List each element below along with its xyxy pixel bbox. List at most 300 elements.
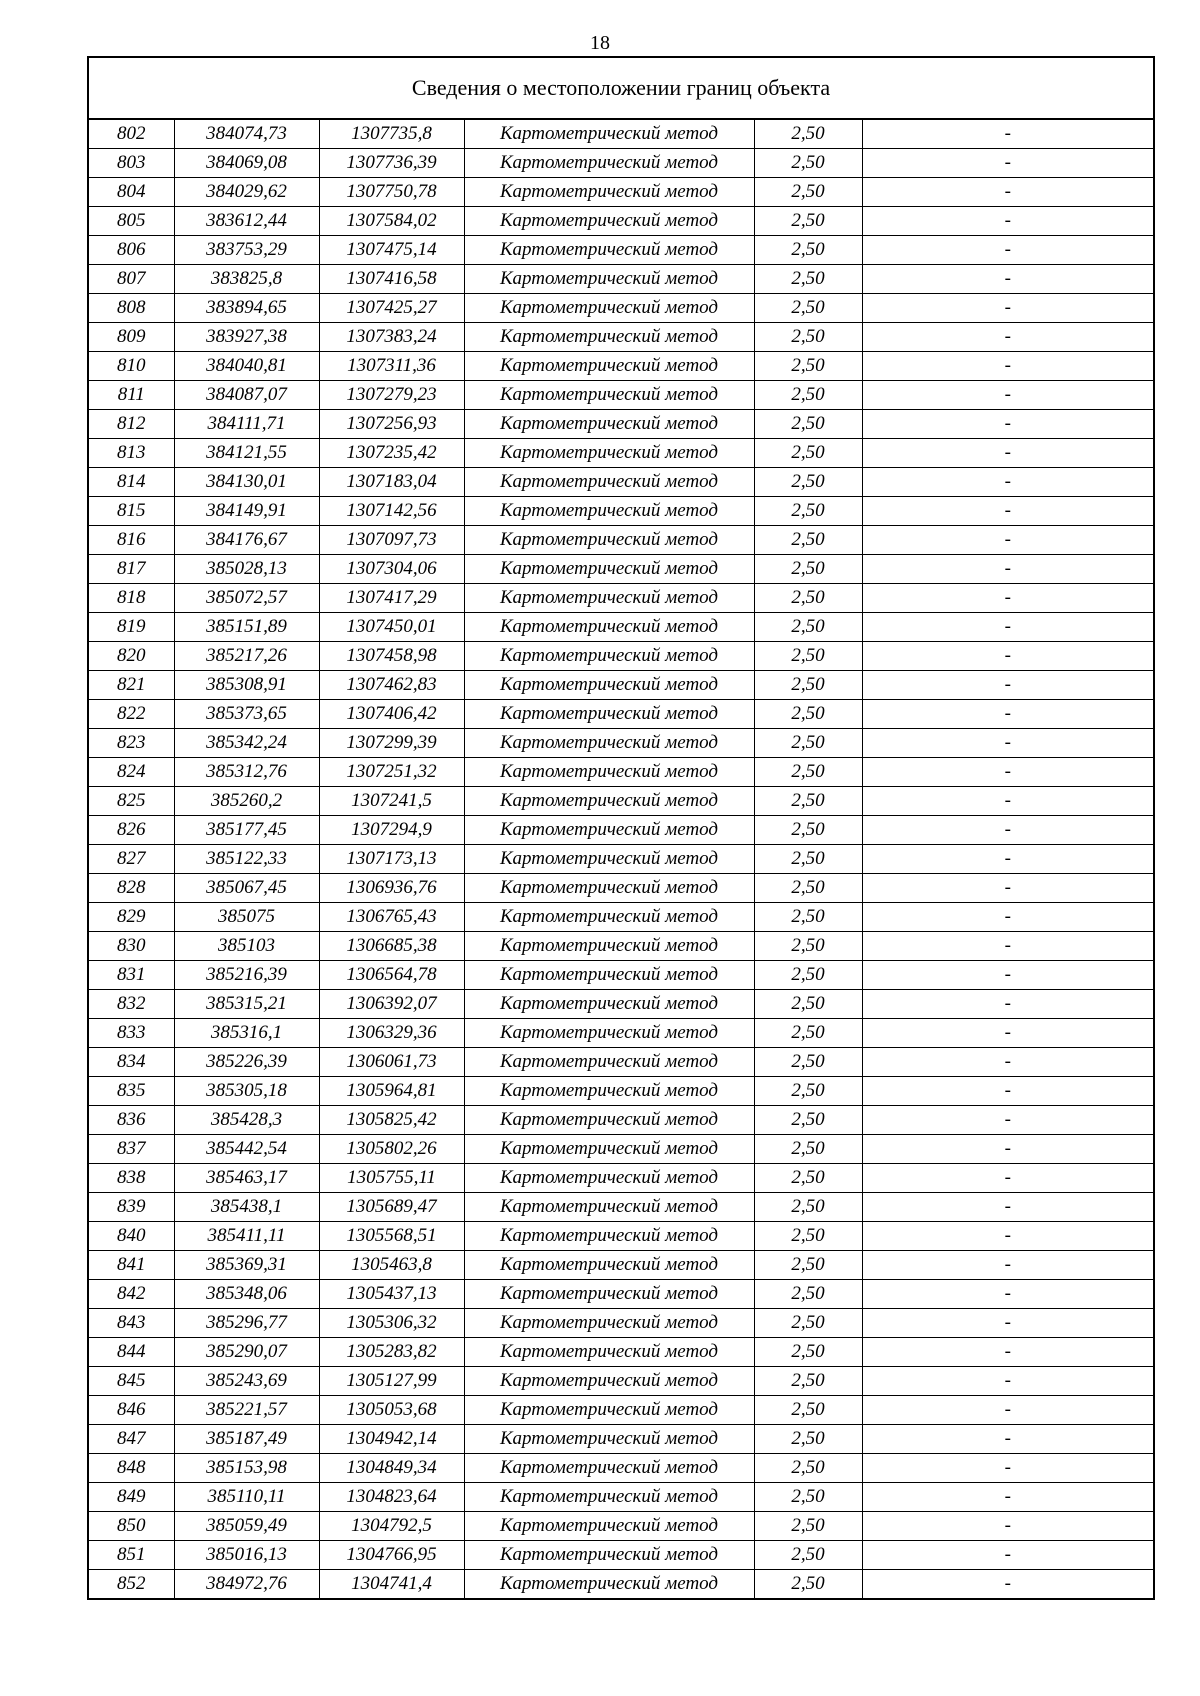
table-row xyxy=(89,1193,1153,1222)
table-title: Сведения о местоположении границ объекта xyxy=(89,58,1153,120)
accuracy-cell: 2,50 xyxy=(754,1425,862,1454)
y-coordinate-cell: 1307416,58 xyxy=(319,265,464,294)
accuracy-cell: 2,50 xyxy=(754,584,862,613)
description-cell: - xyxy=(862,265,1153,294)
point-number-cell: 852 xyxy=(89,1570,174,1599)
y-coordinate-cell: 1305689,47 xyxy=(319,1193,464,1222)
description-cell: - xyxy=(862,903,1153,932)
point-number-cell: 838 xyxy=(89,1164,174,1193)
description-cell: - xyxy=(862,1483,1153,1512)
point-number-cell: 818 xyxy=(89,584,174,613)
coordinates-table xyxy=(89,120,1153,1598)
point-number-cell: 849 xyxy=(89,1483,174,1512)
accuracy-cell: 2,50 xyxy=(754,410,862,439)
y-coordinate-cell: 1305964,81 xyxy=(319,1077,464,1106)
x-coordinate-cell: 385075 xyxy=(174,903,319,932)
y-coordinate-cell: 1307462,83 xyxy=(319,671,464,700)
table-row xyxy=(89,671,1153,700)
table-row xyxy=(89,903,1153,932)
description-cell: - xyxy=(862,352,1153,381)
description-cell: - xyxy=(862,729,1153,758)
point-number-cell: 804 xyxy=(89,178,174,207)
point-number-cell: 850 xyxy=(89,1512,174,1541)
method-cell: Картометрический метод xyxy=(464,642,754,671)
x-coordinate-cell: 384087,07 xyxy=(174,381,319,410)
method-cell: Картометрический метод xyxy=(464,149,754,178)
y-coordinate-cell: 1307750,78 xyxy=(319,178,464,207)
accuracy-cell: 2,50 xyxy=(754,1570,862,1599)
x-coordinate-cell: 385110,11 xyxy=(174,1483,319,1512)
description-cell: - xyxy=(862,1106,1153,1135)
point-number-cell: 823 xyxy=(89,729,174,758)
description-cell: - xyxy=(862,1193,1153,1222)
description-cell: - xyxy=(862,1309,1153,1338)
x-coordinate-cell: 384111,71 xyxy=(174,410,319,439)
y-coordinate-cell: 1307417,29 xyxy=(319,584,464,613)
accuracy-cell: 2,50 xyxy=(754,816,862,845)
method-cell: Картометрический метод xyxy=(464,352,754,381)
y-coordinate-cell: 1307475,14 xyxy=(319,236,464,265)
x-coordinate-cell: 385428,3 xyxy=(174,1106,319,1135)
accuracy-cell: 2,50 xyxy=(754,1396,862,1425)
accuracy-cell: 2,50 xyxy=(754,1193,862,1222)
table-row xyxy=(89,1512,1153,1541)
description-cell: - xyxy=(862,1019,1153,1048)
accuracy-cell: 2,50 xyxy=(754,178,862,207)
table-row xyxy=(89,700,1153,729)
accuracy-cell: 2,50 xyxy=(754,903,862,932)
y-coordinate-cell: 1307304,06 xyxy=(319,555,464,584)
table-row xyxy=(89,1309,1153,1338)
point-number-cell: 806 xyxy=(89,236,174,265)
description-cell: - xyxy=(862,1135,1153,1164)
y-coordinate-cell: 1305283,82 xyxy=(319,1338,464,1367)
x-coordinate-cell: 385342,24 xyxy=(174,729,319,758)
description-cell: - xyxy=(862,584,1153,613)
point-number-cell: 815 xyxy=(89,497,174,526)
accuracy-cell: 2,50 xyxy=(754,1048,862,1077)
accuracy-cell: 2,50 xyxy=(754,323,862,352)
point-number-cell: 841 xyxy=(89,1251,174,1280)
point-number-cell: 813 xyxy=(89,439,174,468)
x-coordinate-cell: 385151,89 xyxy=(174,613,319,642)
accuracy-cell: 2,50 xyxy=(754,439,862,468)
table-row xyxy=(89,497,1153,526)
point-number-cell: 845 xyxy=(89,1367,174,1396)
point-number-cell: 807 xyxy=(89,265,174,294)
description-cell: - xyxy=(862,1454,1153,1483)
method-cell: Картометрический метод xyxy=(464,1309,754,1338)
table-row xyxy=(89,758,1153,787)
method-cell: Картометрический метод xyxy=(464,1425,754,1454)
table-row xyxy=(89,352,1153,381)
table-row xyxy=(89,555,1153,584)
x-coordinate-cell: 385177,45 xyxy=(174,816,319,845)
description-cell: - xyxy=(862,468,1153,497)
table-row xyxy=(89,1396,1153,1425)
x-coordinate-cell: 385028,13 xyxy=(174,555,319,584)
x-coordinate-cell: 384029,62 xyxy=(174,178,319,207)
description-cell: - xyxy=(862,555,1153,584)
x-coordinate-cell: 385369,31 xyxy=(174,1251,319,1280)
description-cell: - xyxy=(862,1541,1153,1570)
table-row xyxy=(89,584,1153,613)
coordinates-table-body xyxy=(89,120,1153,1598)
accuracy-cell: 2,50 xyxy=(754,990,862,1019)
table-row xyxy=(89,1367,1153,1396)
accuracy-cell: 2,50 xyxy=(754,120,862,149)
method-cell: Картометрический метод xyxy=(464,1512,754,1541)
x-coordinate-cell: 384069,08 xyxy=(174,149,319,178)
y-coordinate-cell: 1305437,13 xyxy=(319,1280,464,1309)
point-number-cell: 830 xyxy=(89,932,174,961)
y-coordinate-cell: 1307294,9 xyxy=(319,816,464,845)
accuracy-cell: 2,50 xyxy=(754,1106,862,1135)
description-cell: - xyxy=(862,845,1153,874)
table-row xyxy=(89,613,1153,642)
y-coordinate-cell: 1307142,56 xyxy=(319,497,464,526)
table-row xyxy=(89,294,1153,323)
x-coordinate-cell: 383612,44 xyxy=(174,207,319,236)
y-coordinate-cell: 1304942,14 xyxy=(319,1425,464,1454)
accuracy-cell: 2,50 xyxy=(754,1454,862,1483)
x-coordinate-cell: 385226,39 xyxy=(174,1048,319,1077)
x-coordinate-cell: 385316,1 xyxy=(174,1019,319,1048)
description-cell: - xyxy=(862,149,1153,178)
x-coordinate-cell: 385312,76 xyxy=(174,758,319,787)
method-cell: Картометрический метод xyxy=(464,526,754,555)
point-number-cell: 836 xyxy=(89,1106,174,1135)
description-cell: - xyxy=(862,1077,1153,1106)
method-cell: Картометрический метод xyxy=(464,236,754,265)
y-coordinate-cell: 1307173,13 xyxy=(319,845,464,874)
method-cell: Картометрический метод xyxy=(464,787,754,816)
y-coordinate-cell: 1307183,04 xyxy=(319,468,464,497)
y-coordinate-cell: 1307251,32 xyxy=(319,758,464,787)
x-coordinate-cell: 384130,01 xyxy=(174,468,319,497)
y-coordinate-cell: 1304823,64 xyxy=(319,1483,464,1512)
accuracy-cell: 2,50 xyxy=(754,874,862,903)
table-row xyxy=(89,642,1153,671)
point-number-cell: 822 xyxy=(89,700,174,729)
x-coordinate-cell: 385411,11 xyxy=(174,1222,319,1251)
accuracy-cell: 2,50 xyxy=(754,555,862,584)
method-cell: Картометрический метод xyxy=(464,1570,754,1599)
method-cell: Картометрический метод xyxy=(464,816,754,845)
x-coordinate-cell: 385290,07 xyxy=(174,1338,319,1367)
table-row xyxy=(89,1135,1153,1164)
method-cell: Картометрический метод xyxy=(464,758,754,787)
point-number-cell: 829 xyxy=(89,903,174,932)
x-coordinate-cell: 385217,26 xyxy=(174,642,319,671)
table-row xyxy=(89,816,1153,845)
method-cell: Картометрический метод xyxy=(464,381,754,410)
y-coordinate-cell: 1306564,78 xyxy=(319,961,464,990)
boundary-table-sheet xyxy=(87,56,1155,1600)
x-coordinate-cell: 384121,55 xyxy=(174,439,319,468)
accuracy-cell: 2,50 xyxy=(754,1483,862,1512)
x-coordinate-cell: 383927,38 xyxy=(174,323,319,352)
y-coordinate-cell: 1307299,39 xyxy=(319,729,464,758)
y-coordinate-cell: 1305053,68 xyxy=(319,1396,464,1425)
description-cell: - xyxy=(862,1367,1153,1396)
table-row xyxy=(89,1338,1153,1367)
accuracy-cell: 2,50 xyxy=(754,961,862,990)
y-coordinate-cell: 1306685,38 xyxy=(319,932,464,961)
y-coordinate-cell: 1305755,11 xyxy=(319,1164,464,1193)
method-cell: Картометрический метод xyxy=(464,410,754,439)
point-number-cell: 816 xyxy=(89,526,174,555)
accuracy-cell: 2,50 xyxy=(754,613,862,642)
point-number-cell: 846 xyxy=(89,1396,174,1425)
point-number-cell: 820 xyxy=(89,642,174,671)
accuracy-cell: 2,50 xyxy=(754,1512,862,1541)
method-cell: Картометрический метод xyxy=(464,555,754,584)
point-number-cell: 808 xyxy=(89,294,174,323)
x-coordinate-cell: 385221,57 xyxy=(174,1396,319,1425)
point-number-cell: 810 xyxy=(89,352,174,381)
table-row xyxy=(89,1541,1153,1570)
accuracy-cell: 2,50 xyxy=(754,468,862,497)
point-number-cell: 840 xyxy=(89,1222,174,1251)
point-number-cell: 802 xyxy=(89,120,174,149)
y-coordinate-cell: 1307735,8 xyxy=(319,120,464,149)
method-cell: Картометрический метод xyxy=(464,903,754,932)
table-row xyxy=(89,1164,1153,1193)
y-coordinate-cell: 1307235,42 xyxy=(319,439,464,468)
y-coordinate-cell: 1307584,02 xyxy=(319,207,464,236)
table-row xyxy=(89,468,1153,497)
accuracy-cell: 2,50 xyxy=(754,265,862,294)
accuracy-cell: 2,50 xyxy=(754,1309,862,1338)
accuracy-cell: 2,50 xyxy=(754,1019,862,1048)
method-cell: Картометрический метод xyxy=(464,265,754,294)
method-cell: Картометрический метод xyxy=(464,1483,754,1512)
x-coordinate-cell: 385438,1 xyxy=(174,1193,319,1222)
method-cell: Картометрический метод xyxy=(464,584,754,613)
point-number-cell: 847 xyxy=(89,1425,174,1454)
method-cell: Картометрический метод xyxy=(464,1077,754,1106)
x-coordinate-cell: 385016,13 xyxy=(174,1541,319,1570)
x-coordinate-cell: 385373,65 xyxy=(174,700,319,729)
method-cell: Картометрический метод xyxy=(464,1164,754,1193)
x-coordinate-cell: 385296,77 xyxy=(174,1309,319,1338)
accuracy-cell: 2,50 xyxy=(754,1280,862,1309)
y-coordinate-cell: 1306936,76 xyxy=(319,874,464,903)
point-number-cell: 817 xyxy=(89,555,174,584)
method-cell: Картометрический метод xyxy=(464,497,754,526)
table-row xyxy=(89,874,1153,903)
x-coordinate-cell: 385243,69 xyxy=(174,1367,319,1396)
description-cell: - xyxy=(862,816,1153,845)
y-coordinate-cell: 1307458,98 xyxy=(319,642,464,671)
method-cell: Картометрический метод xyxy=(464,1048,754,1077)
table-row xyxy=(89,845,1153,874)
description-cell: - xyxy=(862,207,1153,236)
y-coordinate-cell: 1304849,34 xyxy=(319,1454,464,1483)
accuracy-cell: 2,50 xyxy=(754,497,862,526)
method-cell: Картометрический метод xyxy=(464,932,754,961)
accuracy-cell: 2,50 xyxy=(754,352,862,381)
table-row xyxy=(89,1106,1153,1135)
x-coordinate-cell: 384040,81 xyxy=(174,352,319,381)
table-row xyxy=(89,265,1153,294)
y-coordinate-cell: 1307450,01 xyxy=(319,613,464,642)
method-cell: Картометрический метод xyxy=(464,1135,754,1164)
x-coordinate-cell: 385463,17 xyxy=(174,1164,319,1193)
description-cell: - xyxy=(862,120,1153,149)
y-coordinate-cell: 1306329,36 xyxy=(319,1019,464,1048)
description-cell: - xyxy=(862,1425,1153,1454)
x-coordinate-cell: 384176,67 xyxy=(174,526,319,555)
accuracy-cell: 2,50 xyxy=(754,1164,862,1193)
y-coordinate-cell: 1307736,39 xyxy=(319,149,464,178)
x-coordinate-cell: 385187,49 xyxy=(174,1425,319,1454)
accuracy-cell: 2,50 xyxy=(754,1135,862,1164)
method-cell: Картометрический метод xyxy=(464,671,754,700)
table-row xyxy=(89,178,1153,207)
description-cell: - xyxy=(862,178,1153,207)
x-coordinate-cell: 385067,45 xyxy=(174,874,319,903)
y-coordinate-cell: 1307097,73 xyxy=(319,526,464,555)
description-cell: - xyxy=(862,1280,1153,1309)
x-coordinate-cell: 383894,65 xyxy=(174,294,319,323)
table-row xyxy=(89,1048,1153,1077)
point-number-cell: 814 xyxy=(89,468,174,497)
accuracy-cell: 2,50 xyxy=(754,642,862,671)
table-row xyxy=(89,932,1153,961)
x-coordinate-cell: 385153,98 xyxy=(174,1454,319,1483)
table-row xyxy=(89,961,1153,990)
method-cell: Картометрический метод xyxy=(464,468,754,497)
y-coordinate-cell: 1306765,43 xyxy=(319,903,464,932)
point-number-cell: 843 xyxy=(89,1309,174,1338)
accuracy-cell: 2,50 xyxy=(754,671,862,700)
accuracy-cell: 2,50 xyxy=(754,700,862,729)
table-row xyxy=(89,1425,1153,1454)
description-cell: - xyxy=(862,700,1153,729)
table-row xyxy=(89,1222,1153,1251)
table-row xyxy=(89,120,1153,149)
point-number-cell: 851 xyxy=(89,1541,174,1570)
point-number-cell: 828 xyxy=(89,874,174,903)
method-cell: Картометрический метод xyxy=(464,1019,754,1048)
x-coordinate-cell: 385122,33 xyxy=(174,845,319,874)
description-cell: - xyxy=(862,410,1153,439)
table-row xyxy=(89,1280,1153,1309)
y-coordinate-cell: 1304766,95 xyxy=(319,1541,464,1570)
method-cell: Картометрический метод xyxy=(464,294,754,323)
accuracy-cell: 2,50 xyxy=(754,932,862,961)
point-number-cell: 825 xyxy=(89,787,174,816)
method-cell: Картометрический метод xyxy=(464,1367,754,1396)
method-cell: Картометрический метод xyxy=(464,961,754,990)
method-cell: Картометрический метод xyxy=(464,1338,754,1367)
method-cell: Картометрический метод xyxy=(464,990,754,1019)
y-coordinate-cell: 1307383,24 xyxy=(319,323,464,352)
description-cell: - xyxy=(862,1396,1153,1425)
point-number-cell: 848 xyxy=(89,1454,174,1483)
description-cell: - xyxy=(862,236,1153,265)
point-number-cell: 821 xyxy=(89,671,174,700)
table-row xyxy=(89,1483,1153,1512)
description-cell: - xyxy=(862,526,1153,555)
accuracy-cell: 2,50 xyxy=(754,526,862,555)
method-cell: Картометрический метод xyxy=(464,613,754,642)
y-coordinate-cell: 1304741,4 xyxy=(319,1570,464,1599)
y-coordinate-cell: 1305568,51 xyxy=(319,1222,464,1251)
table-row xyxy=(89,236,1153,265)
point-number-cell: 835 xyxy=(89,1077,174,1106)
accuracy-cell: 2,50 xyxy=(754,149,862,178)
x-coordinate-cell: 385260,2 xyxy=(174,787,319,816)
y-coordinate-cell: 1305825,42 xyxy=(319,1106,464,1135)
point-number-cell: 837 xyxy=(89,1135,174,1164)
method-cell: Картометрический метод xyxy=(464,874,754,903)
y-coordinate-cell: 1305127,99 xyxy=(319,1367,464,1396)
method-cell: Картометрический метод xyxy=(464,729,754,758)
method-cell: Картометрический метод xyxy=(464,1396,754,1425)
table-row xyxy=(89,787,1153,816)
point-number-cell: 833 xyxy=(89,1019,174,1048)
x-coordinate-cell: 385216,39 xyxy=(174,961,319,990)
method-cell: Картометрический метод xyxy=(464,178,754,207)
y-coordinate-cell: 1305306,32 xyxy=(319,1309,464,1338)
point-number-cell: 831 xyxy=(89,961,174,990)
method-cell: Картометрический метод xyxy=(464,1251,754,1280)
y-coordinate-cell: 1307406,42 xyxy=(319,700,464,729)
method-cell: Картометрический метод xyxy=(464,845,754,874)
accuracy-cell: 2,50 xyxy=(754,1077,862,1106)
method-cell: Картометрический метод xyxy=(464,700,754,729)
y-coordinate-cell: 1307241,5 xyxy=(319,787,464,816)
description-cell: - xyxy=(862,323,1153,352)
accuracy-cell: 2,50 xyxy=(754,381,862,410)
y-coordinate-cell: 1307311,36 xyxy=(319,352,464,381)
table-row xyxy=(89,1019,1153,1048)
table-row xyxy=(89,410,1153,439)
table-row xyxy=(89,729,1153,758)
y-coordinate-cell: 1305802,26 xyxy=(319,1135,464,1164)
x-coordinate-cell: 385315,21 xyxy=(174,990,319,1019)
x-coordinate-cell: 383753,29 xyxy=(174,236,319,265)
method-cell: Картометрический метод xyxy=(464,439,754,468)
point-number-cell: 842 xyxy=(89,1280,174,1309)
accuracy-cell: 2,50 xyxy=(754,1541,862,1570)
point-number-cell: 805 xyxy=(89,207,174,236)
x-coordinate-cell: 384972,76 xyxy=(174,1570,319,1599)
description-cell: - xyxy=(1004,1573,1011,1594)
method-cell: Картометрический метод xyxy=(464,207,754,236)
description-cell: - xyxy=(862,1251,1153,1280)
x-coordinate-cell: 385103 xyxy=(174,932,319,961)
table-row xyxy=(89,1454,1153,1483)
description-cell: - xyxy=(862,961,1153,990)
y-coordinate-cell: 1306392,07 xyxy=(319,990,464,1019)
x-coordinate-cell: 385442,54 xyxy=(174,1135,319,1164)
table-row xyxy=(89,207,1153,236)
description-cell: - xyxy=(862,294,1153,323)
accuracy-cell: 2,50 xyxy=(754,758,862,787)
y-coordinate-cell: 1306061,73 xyxy=(319,1048,464,1077)
accuracy-cell: 2,50 xyxy=(754,1367,862,1396)
description-cell: - xyxy=(862,497,1153,526)
table-row xyxy=(89,439,1153,468)
point-number-cell: 839 xyxy=(89,1193,174,1222)
description-cell: - xyxy=(862,1512,1153,1541)
y-coordinate-cell: 1305463,8 xyxy=(319,1251,464,1280)
page-number: 18 xyxy=(590,32,610,54)
